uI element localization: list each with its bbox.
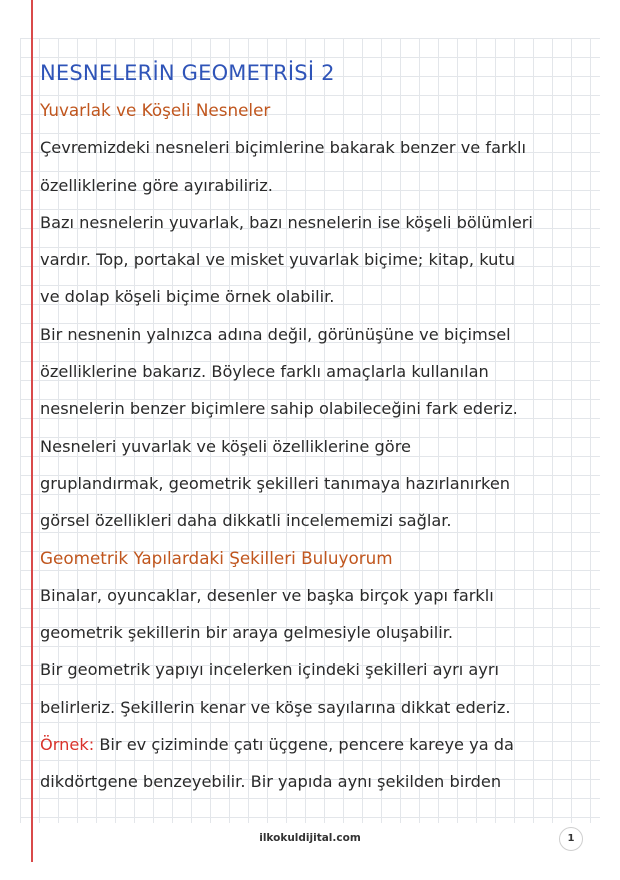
- paragraph-line: Bir geometrik yapıyı incelerken içindeki şekilleri ayrı ayrı: [40, 660, 500, 680]
- paragraph-line: Bazı nesnelerin yuvarlak, bazı nesnelerin ise köşeli bölümleri: [40, 212, 533, 232]
- paragraph-line: Binalar, oyuncaklar, desenler ve başka birçok yapı farklı: [40, 585, 494, 605]
- red-margin-line: [31, 0, 33, 862]
- page-title: NESNELERİN GEOMETRİSİ 2: [40, 61, 335, 85]
- paragraph-line: özelliklerine göre ayırabiliriz.: [40, 175, 273, 195]
- paragraph-line: nesnelerin benzer biçimlere sahip olabileceğini fark ederiz.: [40, 399, 518, 419]
- page-content: [40, 54, 585, 801]
- paragraph-line: vardır. Top, portakal ve misket yuvarlak biçime; kitap, kutu: [40, 250, 515, 270]
- paragraph-line: ve dolap köşeli biçime örnek olabilir.: [40, 287, 335, 307]
- paragraph-line: özelliklerine bakarız. Böylece farklı amaçlarla kullanılan: [40, 362, 489, 382]
- example-label: Örnek:: [40, 735, 95, 755]
- paragraph-line: gruplandırmak, geometrik şekilleri tanımaya hazırlanırken: [40, 473, 511, 493]
- section-heading: Geometrik Yapılardaki Şekilleri Buluyorum: [40, 547, 393, 568]
- paragraph-line: Bir nesnenin yalnızca adına değil, görünüşüne ve biçimsel: [40, 324, 511, 344]
- paragraph-line: dikdörtgene benzeyebilir. Bir yapıda aynı şekilden birden: [40, 772, 502, 792]
- example-line: [40, 726, 585, 763]
- paragraph-line: Çevremizdeki nesneleri biçimlerine bakarak benzer ve farklı: [40, 138, 527, 158]
- paragraph-line: görsel özellikleri daha dikkatli incelememizi sağlar.: [40, 511, 452, 531]
- section-heading: Yuvarlak ve Köşeli Nesneler: [40, 100, 271, 120]
- footer-site: ilkokuldijital.com: [259, 832, 361, 844]
- paragraph-line: geometrik şekillerin bir araya gelmesiyle oluşabilir.: [40, 623, 454, 643]
- example-text: Bir ev çiziminde çatı üçgene, pencere kareye ya da: [94, 735, 514, 755]
- paragraph-line: belirleriz. Şekillerin kenar ve köşe sayılarına dikkat ederiz.: [40, 697, 511, 717]
- page-number-badge: 1: [559, 827, 583, 851]
- paragraph-line: Nesneleri yuvarlak ve köşeli özelliklerine göre: [40, 436, 411, 456]
